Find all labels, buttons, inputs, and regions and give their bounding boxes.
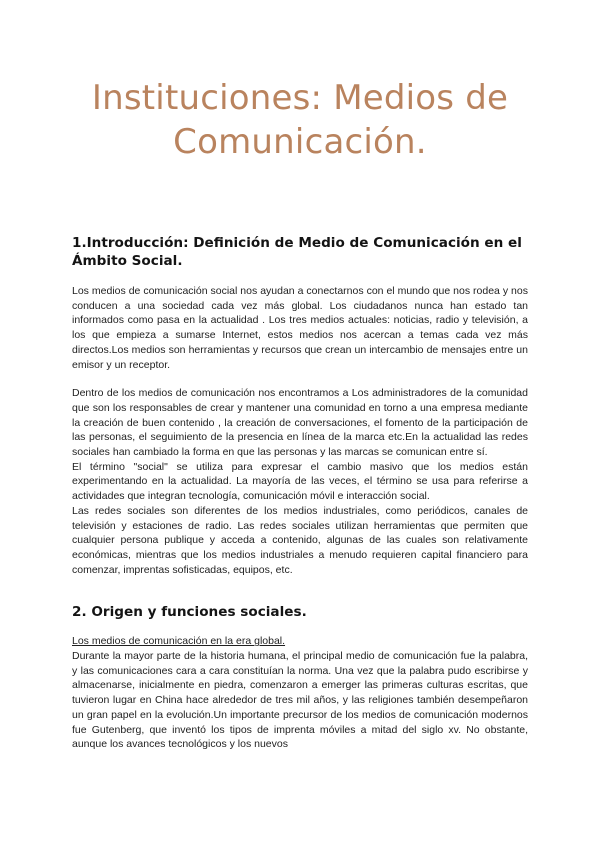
section1-paragraph-3: El término "social" se utiliza para expresar el cambio masivo que los medios están experimentando en la actualidad. La mayoría de las veces, el término se usa para referirse a actividades que integran tecnología, comunicación móvil e interacción social.	[72, 460, 528, 503]
section2-paragraph-1: Durante la mayor parte de la historia humana, el principal medio de comunicación fue la palabra, y las comunicaciones cara a cara constituían la norma. Una vez que la palabra pudo escribirse y almacenarse, inicialmente en piedra, comenzaron a emerger las primeras culturas escritas, que tuvieron lugar en China hace alrededor de tres mil años, y las religiones también desempeñaron un gran papel en la evolución.Un importante precursor de los medios de comunicación modernos fue Gutenberg, que inventó los tipos de imprenta móviles a mitad del siglo xv. No obstante, aunque los avances tecnológicos y los nuevos	[72, 650, 528, 751]
document-title: Instituciones: Medios de Comunicación.	[91, 78, 509, 162]
document-body	[72, 234, 528, 752]
section1-heading: 1.Introducción: Definición de Medio de Comunicación en el Ámbito Social.	[72, 235, 522, 269]
section-spacer	[72, 577, 528, 603]
section2-heading: 2. Origen y funciones sociales.	[72, 604, 307, 621]
section1-paragraph-2: Dentro de los medios de comunicación nos encontramos a Los administradores de la comunidad que son los responsables de crear y mantener una comunidad en torno a una empresa mediante la creación de buen contenido , la creación de conversaciones, el fomento de la participación de las personas, el seguimiento de la presencia en línea de la marca etc.En la actualidad las redes sociales han cambiado la forma en que las personas y las marcas se comunican entre sí.	[72, 387, 528, 459]
paragraph-spacer	[72, 372, 528, 386]
section1-paragraph-4: Las redes sociales son diferentes de los medios industriales, como periódicos, canales de televisión y estaciones de radio. Las redes sociales utilizan herramientas que permiten que cualquier persona publique y acceda a contenido, algunas de las cuales son relativamente económicas, mientras que los medios industriales a menudo requieren capital financiero para comenzar, imprentas sofisticadas, equipos, etc.	[72, 504, 528, 576]
section2-subheading: Los medios de comunicación en la era global.	[72, 635, 286, 648]
section1-paragraph-1: Los medios de comunicación social nos ayudan a conectarnos con el mundo que nos rodea y nos conducen a una sociedad cada vez más global. Los ciudadanos nunca han estado tan informados como pasa en la actualidad . Los tres medios actuales: noticias, radio y televisión, a los que empieza a sumarse Internet, estos medios nos acercan a temas cada vez más directos.Los medios son herramientas y recursos que crean un intercambio de mensajes entre un emisor y un receptor.	[72, 285, 528, 371]
